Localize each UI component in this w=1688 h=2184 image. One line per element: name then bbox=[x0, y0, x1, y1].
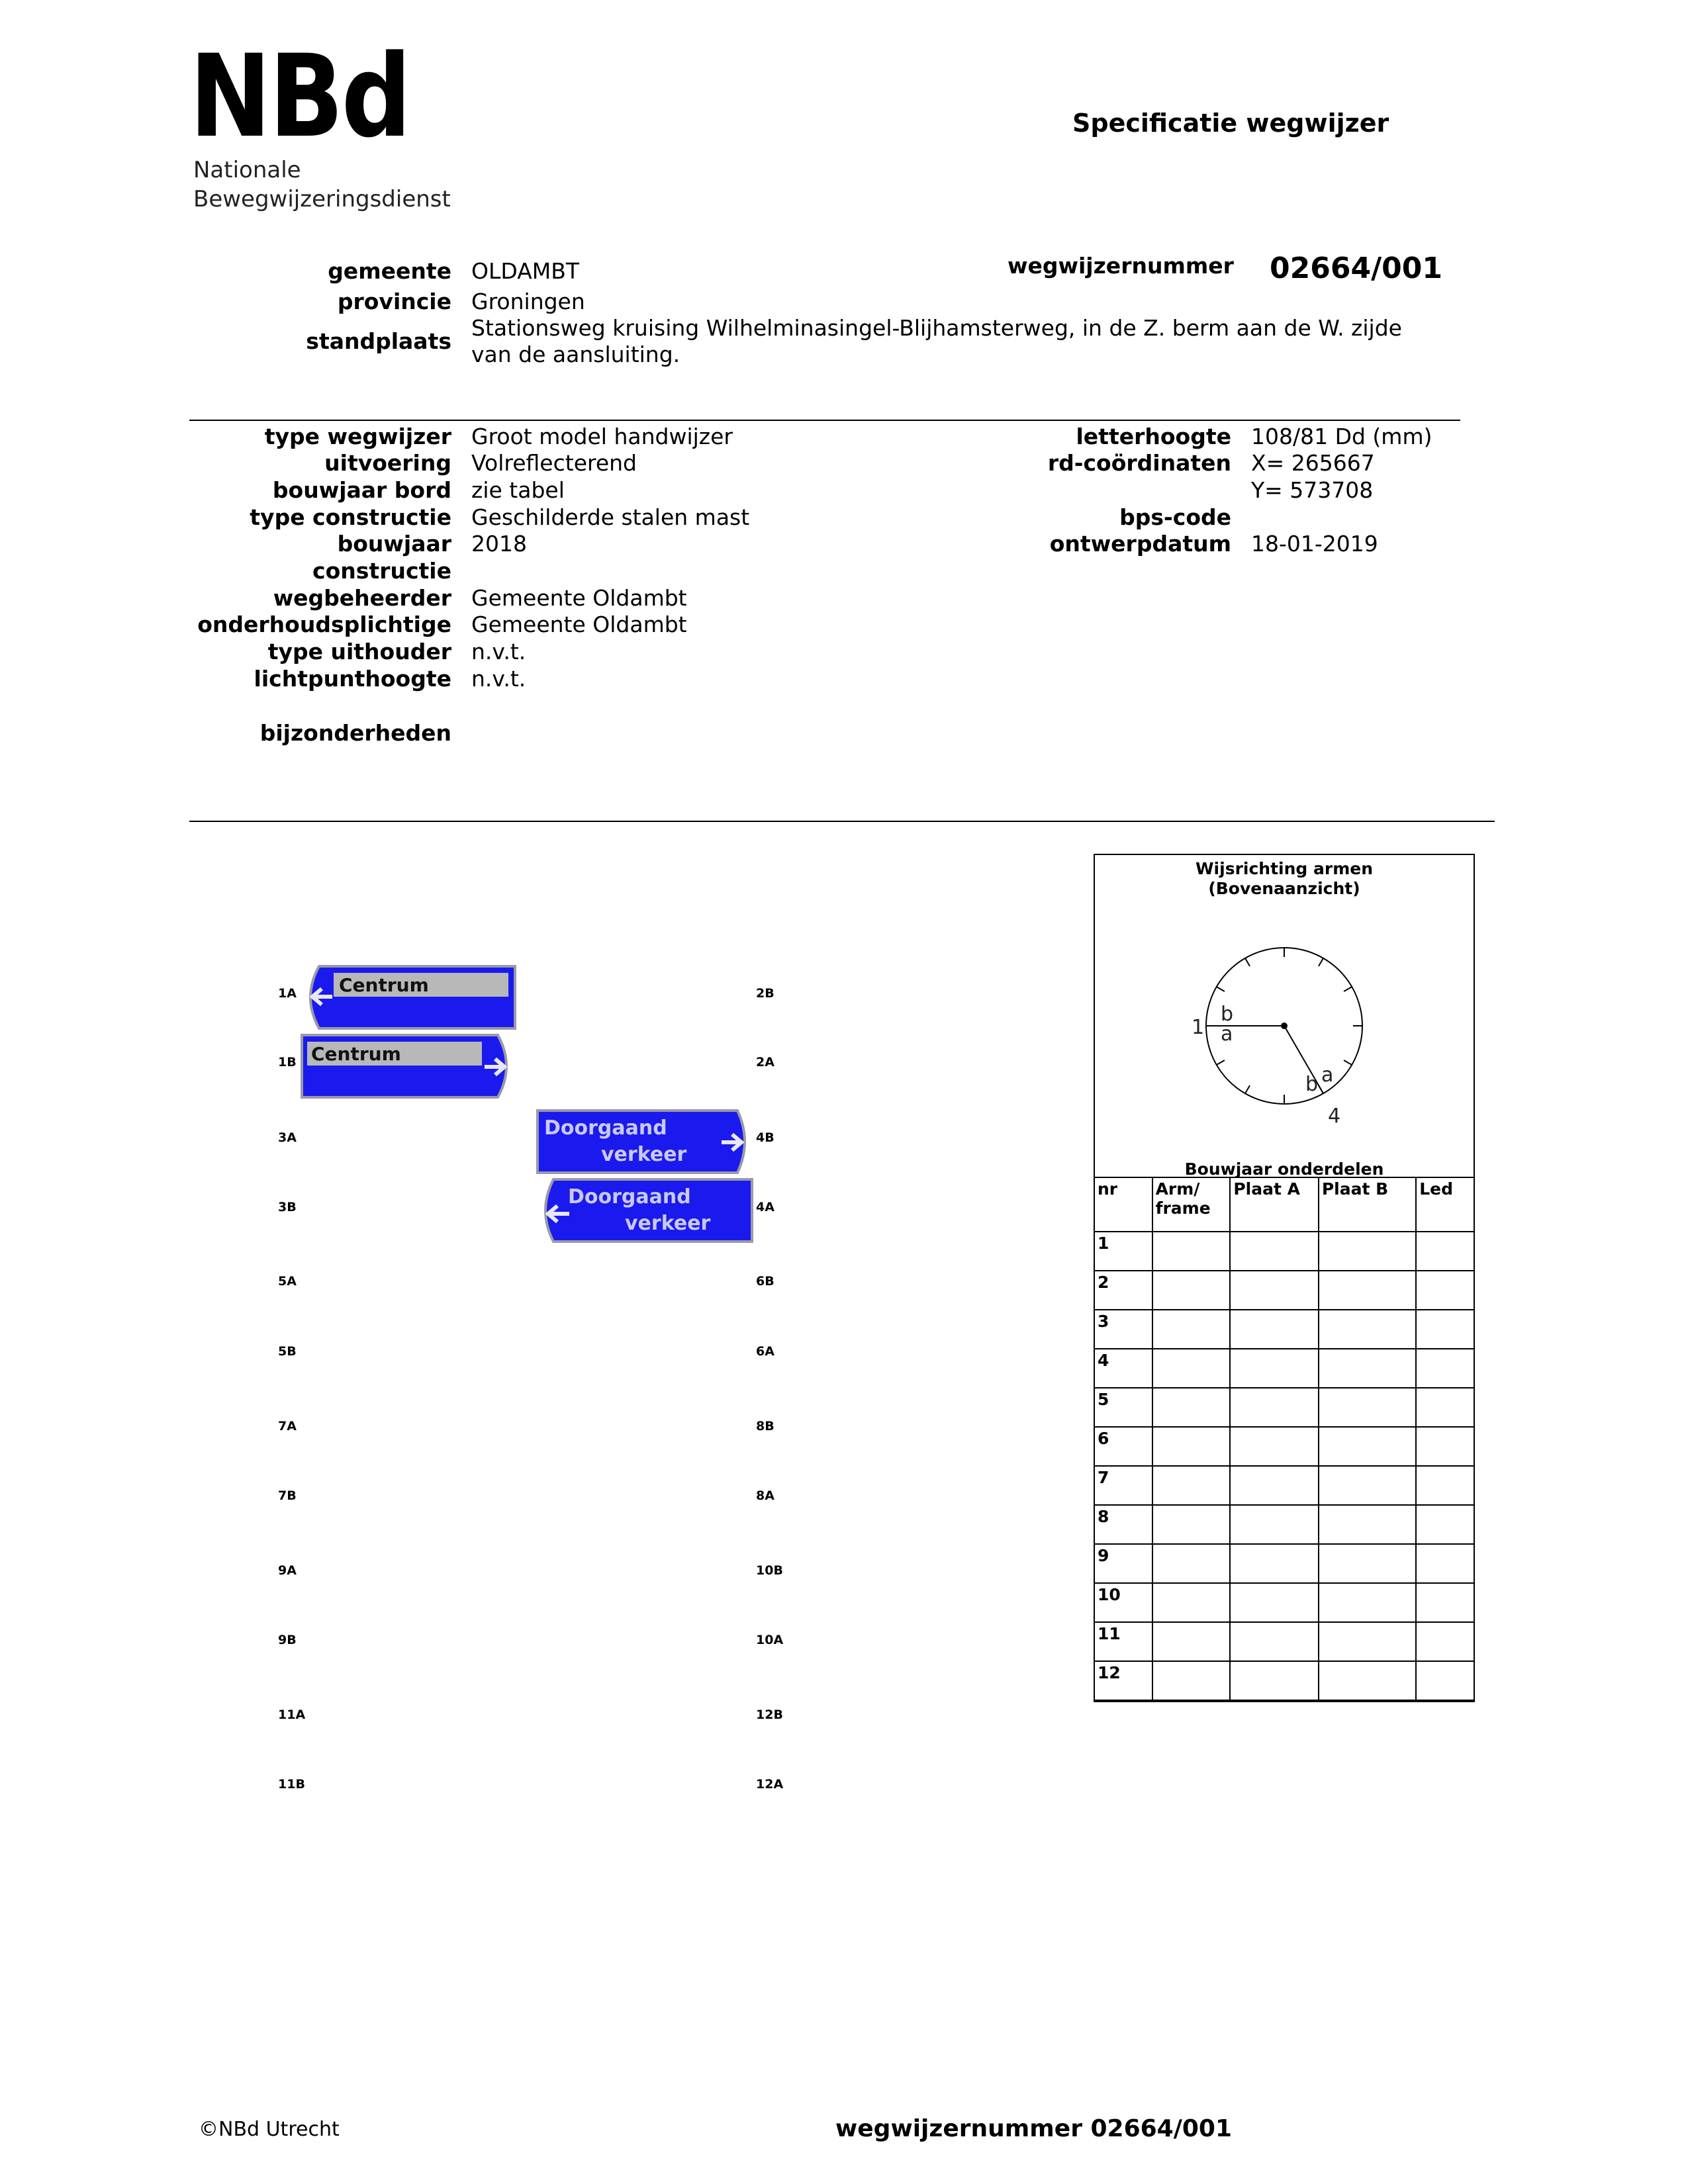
slot-label: 8B bbox=[756, 1419, 774, 1433]
compass-tick bbox=[1245, 958, 1250, 966]
spec-label: type wegwijzer bbox=[264, 424, 451, 449]
table-cell bbox=[1152, 1661, 1231, 1700]
arm-4-a-label: a bbox=[1321, 1064, 1334, 1087]
spec-value: Gemeente Oldambt bbox=[471, 585, 687, 611]
table-row bbox=[1094, 1271, 1474, 1310]
table-cell bbox=[1416, 1505, 1474, 1544]
table-cell bbox=[1152, 1232, 1231, 1271]
spec-label: type constructie bbox=[250, 504, 451, 530]
row-number: 2 bbox=[1094, 1271, 1152, 1310]
table-header-row bbox=[1094, 1177, 1474, 1232]
slot-label: 9A bbox=[278, 1563, 297, 1578]
slot-label: 2B bbox=[756, 986, 774, 1001]
table-cell bbox=[1319, 1427, 1416, 1466]
compass-tick bbox=[1217, 1060, 1225, 1065]
slot-label: 7A bbox=[278, 1419, 297, 1433]
compass-tick bbox=[1344, 1060, 1352, 1065]
arm-1-a-label: a bbox=[1221, 1023, 1233, 1046]
spec-value: n.v.t. bbox=[471, 639, 526, 664]
slot-label: 3B bbox=[278, 1200, 297, 1214]
spec-label: lichtpunthoogte bbox=[254, 666, 451, 692]
sign-4a-line-1: Doorgaand bbox=[568, 1185, 691, 1208]
compass-title-2: (Bovenaanzicht) bbox=[1208, 879, 1360, 898]
column-header: nr bbox=[1094, 1177, 1152, 1232]
bouwjaar-table bbox=[1094, 1177, 1475, 1701]
row-number: 3 bbox=[1094, 1310, 1152, 1349]
table-cell bbox=[1416, 1271, 1474, 1310]
provincie-label: provincie bbox=[337, 289, 451, 314]
table-cell bbox=[1152, 1466, 1231, 1505]
logo-line-1: Nationale bbox=[193, 157, 301, 183]
sign-4a-line-2: verkeer bbox=[625, 1212, 711, 1235]
row-number: 1 bbox=[1094, 1232, 1152, 1271]
divider-top bbox=[189, 420, 1460, 421]
table-cell bbox=[1416, 1349, 1474, 1388]
sign-1b-text: Centrum bbox=[311, 1043, 401, 1065]
logo-line-2: Bewegwijzeringsdienst bbox=[193, 186, 451, 212]
logo-abbreviation: NBd bbox=[189, 30, 410, 163]
row-number: 8 bbox=[1094, 1505, 1152, 1544]
slot-label: 7B bbox=[278, 1488, 297, 1503]
slot-label: 8A bbox=[756, 1488, 774, 1503]
footer-wegwijzernummer: wegwijzernummer 02664/001 bbox=[835, 2115, 1233, 2142]
arm-1-label: 1 bbox=[1192, 1016, 1205, 1039]
table-cell bbox=[1230, 1466, 1319, 1505]
spec-value: Volreflecterend bbox=[471, 450, 637, 476]
slot-label: 11B bbox=[278, 1777, 305, 1792]
table-cell bbox=[1319, 1466, 1416, 1505]
row-number: 4 bbox=[1094, 1349, 1152, 1388]
table-cell bbox=[1152, 1349, 1231, 1388]
column-header: Arm/ frame bbox=[1152, 1177, 1231, 1232]
provincie-value: Groningen bbox=[471, 289, 585, 314]
table-cell bbox=[1319, 1661, 1416, 1700]
table-cell bbox=[1416, 1583, 1474, 1622]
table-cell bbox=[1152, 1388, 1231, 1427]
column-header: Plaat A bbox=[1230, 1177, 1319, 1232]
arm-1-b-label: b bbox=[1221, 1003, 1234, 1026]
table-row bbox=[1094, 1661, 1474, 1700]
spec-label: onderhoudsplichtige bbox=[197, 612, 451, 637]
table-cell bbox=[1319, 1310, 1416, 1349]
table-cell bbox=[1319, 1271, 1416, 1310]
compass-tick bbox=[1319, 958, 1323, 966]
spec-value: 18-01-2019 bbox=[1251, 531, 1378, 557]
table-row bbox=[1094, 1466, 1474, 1505]
slot-label: 5B bbox=[278, 1344, 297, 1359]
sign-1a bbox=[299, 964, 518, 1031]
slot-label: 10A bbox=[756, 1633, 784, 1647]
table-cell bbox=[1230, 1505, 1319, 1544]
table-cell bbox=[1416, 1427, 1474, 1466]
sign-4b bbox=[535, 1108, 755, 1175]
row-number: 5 bbox=[1094, 1388, 1152, 1427]
table-cell bbox=[1152, 1544, 1231, 1583]
slot-label: 1A bbox=[278, 986, 297, 1001]
table-cell bbox=[1416, 1661, 1474, 1700]
row-number: 10 bbox=[1094, 1583, 1152, 1622]
table-row bbox=[1094, 1310, 1474, 1349]
sign-1b bbox=[299, 1032, 518, 1100]
table-cell bbox=[1230, 1232, 1319, 1271]
compass-dial bbox=[1192, 940, 1377, 1132]
row-number: 12 bbox=[1094, 1661, 1152, 1700]
table-cell bbox=[1319, 1622, 1416, 1661]
table-row bbox=[1094, 1349, 1474, 1388]
document-title: Specificatie wegwijzer bbox=[1072, 109, 1389, 138]
slot-label: 1B bbox=[278, 1055, 297, 1069]
slot-label: 10B bbox=[756, 1563, 783, 1578]
slot-label: 12A bbox=[756, 1777, 784, 1792]
table-row bbox=[1094, 1583, 1474, 1622]
table-cell bbox=[1319, 1505, 1416, 1544]
table-cell bbox=[1230, 1427, 1319, 1466]
arm-4-label: 4 bbox=[1328, 1105, 1341, 1128]
table-cell bbox=[1416, 1388, 1474, 1427]
slot-label: 4B bbox=[756, 1130, 774, 1145]
spec-label: uitvoering bbox=[324, 450, 451, 476]
slot-label: 3A bbox=[278, 1130, 297, 1145]
table-cell bbox=[1152, 1271, 1231, 1310]
table-cell bbox=[1230, 1583, 1319, 1622]
row-number: 6 bbox=[1094, 1427, 1152, 1466]
table-row bbox=[1094, 1232, 1474, 1271]
table-cell bbox=[1319, 1232, 1416, 1271]
spec-value: Groot model handwijzer bbox=[471, 424, 733, 449]
compass-center bbox=[1281, 1023, 1288, 1029]
slot-label: 11A bbox=[278, 1707, 306, 1722]
spec-label: type uithouder bbox=[267, 639, 451, 664]
slot-label: 9B bbox=[278, 1633, 297, 1647]
spec-label: letterhoogte bbox=[1076, 424, 1231, 449]
spec-label: rd-coördinaten bbox=[1047, 450, 1231, 476]
table-cell bbox=[1152, 1310, 1231, 1349]
table-cell bbox=[1319, 1349, 1416, 1388]
bijzonderheden-label: bijzonderheden bbox=[259, 720, 451, 746]
sign-4b-line-2: verkeer bbox=[601, 1143, 687, 1166]
spec-value: 108/81 Dd (mm) bbox=[1251, 424, 1432, 449]
spec-value: Y= 573708 bbox=[1251, 477, 1374, 503]
table-cell bbox=[1152, 1622, 1231, 1661]
column-header: Plaat B bbox=[1319, 1177, 1416, 1232]
spec-label: bps-code bbox=[1119, 504, 1231, 530]
compass-tick bbox=[1245, 1085, 1250, 1093]
compass-title-1: Wijsrichting armen bbox=[1195, 859, 1374, 878]
table-cell bbox=[1230, 1544, 1319, 1583]
table-cell bbox=[1319, 1544, 1416, 1583]
table-cell bbox=[1416, 1310, 1474, 1349]
slot-label: 6B bbox=[756, 1274, 774, 1289]
table-cell bbox=[1319, 1388, 1416, 1427]
table-cell bbox=[1230, 1622, 1319, 1661]
bouwjaar-title: Bouwjaar onderdelen bbox=[1184, 1160, 1384, 1179]
slot-label: 6A bbox=[756, 1344, 774, 1359]
spec-value: zie tabel bbox=[471, 477, 565, 503]
table-cell bbox=[1230, 1271, 1319, 1310]
sign-4b-line-1: Doorgaand bbox=[544, 1116, 667, 1140]
footer-copyright: ©NBd Utrecht bbox=[199, 2118, 340, 2141]
table-row bbox=[1094, 1388, 1474, 1427]
arm-4-b-label: b bbox=[1305, 1073, 1319, 1096]
table-cell bbox=[1416, 1544, 1474, 1583]
table-cell bbox=[1152, 1583, 1231, 1622]
table-cell bbox=[1152, 1505, 1231, 1544]
table-row bbox=[1094, 1427, 1474, 1466]
divider-bottom bbox=[189, 821, 1495, 822]
spec-value: Geschilderde stalen mast bbox=[471, 504, 750, 530]
gemeente-label: gemeente bbox=[328, 258, 451, 284]
spec-label: bouwjaar bord bbox=[272, 477, 451, 503]
spec-label: constructie bbox=[312, 558, 451, 584]
spec-label: ontwerpdatum bbox=[1049, 531, 1231, 557]
wegwijzernummer-label: wegwijzernummer bbox=[1008, 253, 1234, 279]
spec-value: 2018 bbox=[471, 531, 527, 557]
table-cell bbox=[1416, 1622, 1474, 1661]
table-row bbox=[1094, 1544, 1474, 1583]
table-cell bbox=[1152, 1427, 1231, 1466]
standplaats-label: standplaats bbox=[306, 328, 451, 354]
table-cell bbox=[1319, 1583, 1416, 1622]
wegwijzernummer-value: 02664/001 bbox=[1270, 251, 1442, 285]
slot-label: 12B bbox=[756, 1707, 783, 1722]
table-cell bbox=[1416, 1232, 1474, 1271]
column-header: Led bbox=[1416, 1177, 1474, 1232]
row-number: 7 bbox=[1094, 1466, 1152, 1505]
sign-1a-text: Centrum bbox=[339, 974, 429, 996]
table-row bbox=[1094, 1622, 1474, 1661]
table-cell bbox=[1416, 1466, 1474, 1505]
standplaats-line-1: Stationsweg kruising Wilhelminasingel-Blijhamsterweg, in de Z. berm aan de W. zijde bbox=[471, 315, 1402, 341]
standplaats-line-2: van de aansluiting. bbox=[471, 341, 680, 367]
compass-tick bbox=[1344, 987, 1352, 991]
table-cell bbox=[1230, 1310, 1319, 1349]
compass-tick bbox=[1217, 987, 1225, 991]
table-cell bbox=[1230, 1661, 1319, 1700]
gemeente-value: OLDAMBT bbox=[471, 258, 580, 284]
slot-label: 2A bbox=[756, 1055, 774, 1069]
row-number: 9 bbox=[1094, 1544, 1152, 1583]
spec-label: wegbeheerder bbox=[273, 585, 451, 611]
slot-label: 5A bbox=[278, 1274, 297, 1289]
row-number: 11 bbox=[1094, 1622, 1152, 1661]
table-cell bbox=[1230, 1388, 1319, 1427]
table-cell bbox=[1230, 1349, 1319, 1388]
spec-label: bouwjaar bbox=[337, 531, 451, 557]
sign-4a bbox=[535, 1177, 755, 1244]
spec-value: Gemeente Oldambt bbox=[471, 612, 687, 637]
spec-value: X= 265667 bbox=[1251, 450, 1375, 476]
slot-label: 4A bbox=[756, 1200, 774, 1214]
table-row bbox=[1094, 1505, 1474, 1544]
spec-value: n.v.t. bbox=[471, 666, 526, 692]
